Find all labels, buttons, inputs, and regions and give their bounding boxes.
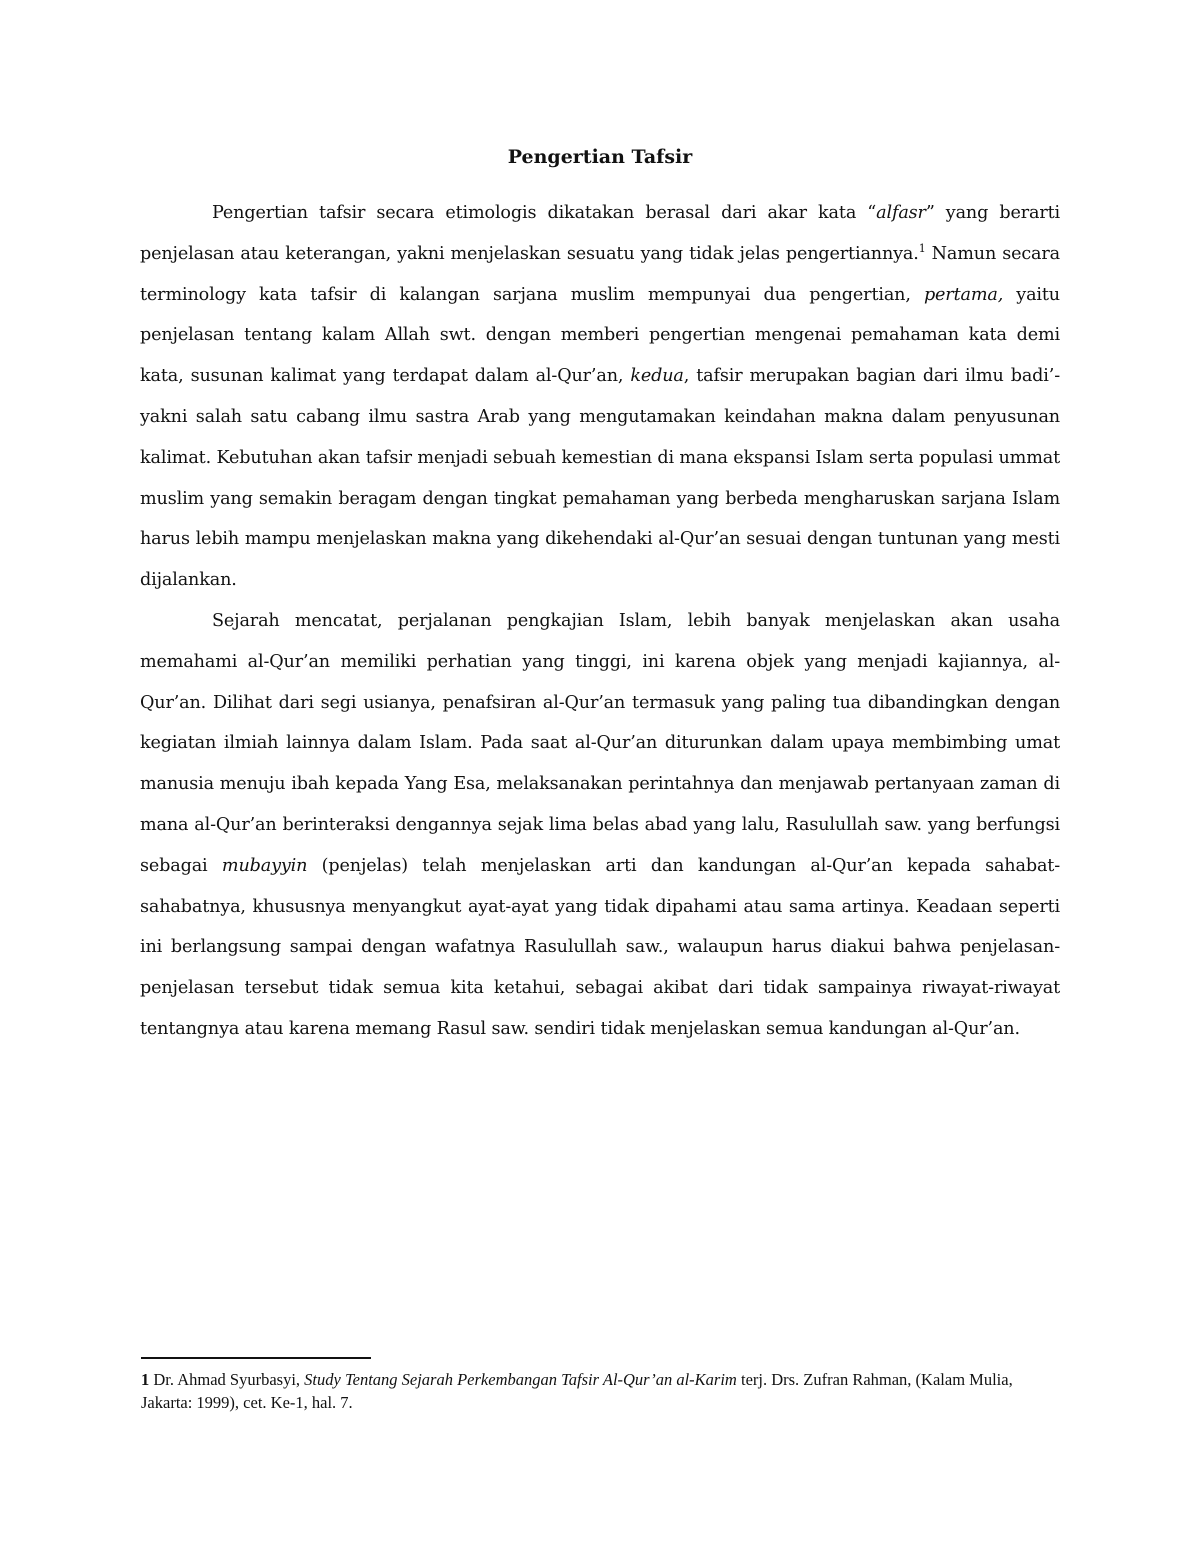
footnote-text-b: terj. Drs. Zufran Rahman, (Kalam Mulia, Jakarta: 1999), cet. Ke-1, hal. 7. [141,1370,1013,1412]
paragraph-2-text-a: Sejarah mencatat, perjalanan pengkajian Islam, lebih banyak menjelaskan akan usaha memahami al-Qur’an memiliki perhatian yang tinggi, ini karena objek yang menjadi kajiannya, al-Qur’an. Dilihat dari segi usianya, penafsiran al-Qur’an termasuk yang paling tua dibandingkan dengan kegiatan ilmiah lainnya dalam Islam. Pada saat al-Qur’an diturunkan dalam upaya membimbing umat manusia menuju ibah kepada Yang Esa, melaksanakan perintahnya dan menjawab pertanyaan zaman di mana al-Qur’an berinteraksi dengannya sejak lima belas abad yang lalu, Rasulullah saw. yang berfungsi sebagai [140,610,1060,876]
paragraph-1-text-e: , tafsir merupakan bagian dari ilmu badi’-yakni salah satu cabang ilmu sastra Arab yang mengutamakan keindahan makna dalam penyusunan kalimat. Kebutuhan akan tafsir menjadi sebuah kemestian di mana ekspansi Islam serta populasi ummat muslim yang semakin beragam dengan tingkat pemahaman yang berbeda mengharuskan sarjana Islam harus lebih mampu menjelaskan makna yang dikehendaki al-Qur’an sesuai dengan tuntunan yang mesti dijalankan. [140,366,1060,591]
paragraph-1-term-alfasr: alfasr [876,203,926,223]
footnote-book-title: Study Tentang Sejarah Perkembangan Tafsir Al-Qur’an al-Karim [304,1370,737,1389]
footnote-reference[interactable]: 1 [918,241,926,255]
paragraph-1-text-c: Namun secara terminology kata tafsir di kalangan sarjana muslim mempunyai dua pengertian, [140,243,1060,305]
paragraph-2-text-b: (penjelas) telah menjelaskan arti dan kandungan al-Qur’an kepada sahabat-sahabatnya, khususnya menyangkut ayat-ayat yang tidak dipahami atau sama artinya. Keadaan seperti ini berlangsung sampai dengan wafatnya Rasulullah saw., walaupun harus diakui bahwa penjelasan-penjelasan tersebut tidak semua kita ketahui, sebagai akibat dari tidak sampainya riwayat-riwayat tentangnya atau karena memang Rasul saw. sendiri tidak menjelaskan semua kandungan al-Qur’an. [140,855,1060,1039]
footnote-number: 1 [141,1370,150,1389]
paragraph-1-text-d: yaitu penjelasan tentang kalam Allah swt. dengan memberi pengertian mengenai pemahaman kata demi kata, susunan kalimat yang terdapat dalam al-Qur’an, [140,284,1060,387]
document-body [140,193,1060,1050]
paragraph-1-text-b: ” yang berarti penjelasan atau keterangan, yakni menjelaskan sesuatu yang tidak jelas pengertiannya. [140,203,1060,264]
page-title: Pengertian Tafsir [507,146,693,168]
footnote-1 [141,1368,1061,1414]
paragraph-1-term-kedua: kedua [630,366,684,387]
footnote-separator [141,1357,371,1359]
paragraph-1-text-a: Pengertian tafsir secara etimologis dikatakan berasal dari akar kata “ [212,203,877,223]
footnote-text-a: Dr. Ahmad Syurbasyi, [149,1370,305,1389]
paragraph-2-term-mubayyin: mubayyin [221,855,308,876]
paragraph-1-term-pertama: pertama, [923,284,1004,305]
paragraph-1 [140,193,1060,601]
paragraph-2 [140,601,1060,1050]
